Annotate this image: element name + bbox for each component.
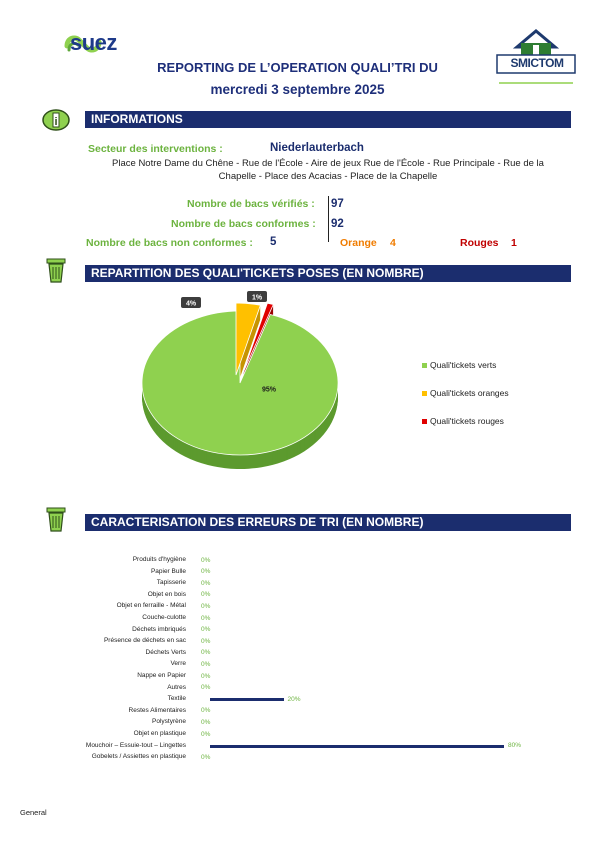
- bar-data-label: 0%: [201, 626, 211, 634]
- bar-category-label: Mouchoir – Essuie-tout – Lingettes: [85, 741, 186, 749]
- bar-category-label: Produits d'hygiène: [132, 556, 186, 563]
- errors-bar-chart: [0, 556, 595, 776]
- bar-data-label: 0%: [201, 614, 211, 622]
- bacs-verifies-value: 97: [331, 198, 344, 210]
- informations-header: INFORMATIONS: [85, 111, 571, 128]
- bar-data-label: 0%: [201, 602, 211, 610]
- bacs-non-conformes-label: Nombre de bacs non conformes :: [86, 237, 253, 249]
- trash-bin-icon: [42, 256, 70, 284]
- repartition-header: REPARTITION DES QUALI'TICKETS POSES (EN NOMBRE): [85, 265, 571, 282]
- trash-bin-icon: [42, 505, 70, 533]
- bar-category-label: Présence de déchets en sac: [103, 637, 186, 645]
- bacs-non-conformes-value: 5: [270, 236, 277, 248]
- bar-category-label: Nappe en Papier: [137, 672, 186, 679]
- bar-category-label: Polystyrène: [152, 718, 186, 726]
- legend-label-rouges: Quali'tickets rouges: [430, 416, 504, 426]
- error-bar: [210, 745, 504, 748]
- bacs-verifies-label: Nombre de bacs vérifiés :: [187, 198, 315, 210]
- bar-data-label: 0%: [201, 591, 211, 599]
- bar-category-label: Objet en plastique: [133, 730, 186, 737]
- bar-category-label: Objet en bois: [147, 590, 186, 598]
- legend-item-oranges: [422, 388, 509, 398]
- bar-category-label: Tapisserie: [156, 579, 186, 587]
- rouges-value: 1: [511, 237, 517, 249]
- legend-swatch-rouges: [422, 419, 427, 424]
- bar-data-label: 0%: [201, 568, 211, 576]
- rouges-label: Rouges: [460, 237, 499, 249]
- bar-data-label: 0%: [201, 730, 211, 738]
- secteur-value: Niederlauterbach: [270, 142, 364, 154]
- pie-data-label-rouges: [247, 291, 267, 302]
- pie-legend: [422, 360, 509, 426]
- bar-data-label: 0%: [201, 579, 211, 587]
- legend-item-rouges: [422, 416, 509, 426]
- bar-category-label: Déchets imbriqués: [132, 625, 186, 633]
- classification-label: General: [20, 808, 47, 817]
- svg-text:1%: 1%: [251, 294, 263, 302]
- address-line-2: Chapelle - Place des Acacias - Place de la Chapelle: [218, 171, 438, 182]
- svg-text:4%: 4%: [185, 300, 197, 308]
- info-icon: [42, 106, 70, 134]
- bar-data-label: 0%: [201, 684, 211, 692]
- bar-data-label: 20%: [287, 695, 301, 703]
- legend-swatch-oranges: [422, 391, 427, 396]
- bar-data-label: 0%: [201, 753, 211, 761]
- bar-data-label: 0%: [201, 707, 211, 715]
- bar-data-label: 80%: [508, 742, 522, 750]
- orange-value: 4: [390, 237, 396, 249]
- bar-data-label: 0%: [201, 660, 211, 668]
- bar-category-label: Textile: [167, 695, 186, 703]
- address-line-1: Place Notre Dame du Chêne - Rue de l'École - Aire de jeux Rue de l'École - Rue Principale - Rue de la: [112, 158, 544, 169]
- bar-category-label: Gobelets / Assiettes en plastique: [91, 753, 186, 761]
- bar-category-label: Papier Bulle: [150, 567, 186, 575]
- orange-label: Orange: [340, 237, 377, 249]
- address-list: [85, 157, 571, 183]
- bar-category-label: Verre: [170, 660, 186, 668]
- pie-data-label-oranges: [181, 297, 201, 308]
- svg-text:95%: 95%: [261, 386, 277, 394]
- bar-data-label: 0%: [201, 556, 211, 564]
- bar-data-label: 0%: [201, 672, 211, 680]
- legend-label-verts: Quali'tickets verts: [430, 360, 497, 370]
- error-bar: [210, 698, 284, 701]
- secteur-label: Secteur des interventions :: [88, 143, 223, 155]
- legend-label-oranges: Quali'tickets oranges: [430, 388, 509, 398]
- bar-category-label: Objet en ferraille - Métal: [116, 602, 186, 610]
- bacs-conformes-value: 92: [331, 218, 344, 230]
- caracterisation-header: CARACTERISATION DES ERREURS DE TRI (EN NOMBRE): [85, 514, 571, 531]
- bar-data-label: 0%: [201, 718, 211, 726]
- bacs-conformes-label: Nombre de bacs conformes :: [171, 218, 316, 230]
- legend-item-verts: [422, 360, 509, 370]
- report-title: REPORTING DE L’OPERATION QUALI’TRI DU: [157, 60, 438, 75]
- brand-name: suez: [70, 30, 117, 55]
- smictom-logo-text: SMICTOM: [510, 56, 564, 70]
- legend-swatch-verts: [422, 363, 427, 368]
- bar-category-label: Restes Alimentaires: [128, 706, 186, 714]
- bar-data-label: 0%: [201, 649, 211, 657]
- tickets-pie-chart: [130, 285, 350, 485]
- bar-category-label: Déchets Verts: [145, 648, 186, 656]
- bar-category-label: Autres: [167, 683, 186, 691]
- bar-category-label: Couche-culotte: [142, 614, 186, 621]
- report-date: mercredi 3 septembre 2025: [210, 82, 385, 97]
- svg-text:i: i: [54, 116, 58, 128]
- divider-line: [328, 196, 329, 242]
- bar-data-label: 0%: [201, 637, 211, 645]
